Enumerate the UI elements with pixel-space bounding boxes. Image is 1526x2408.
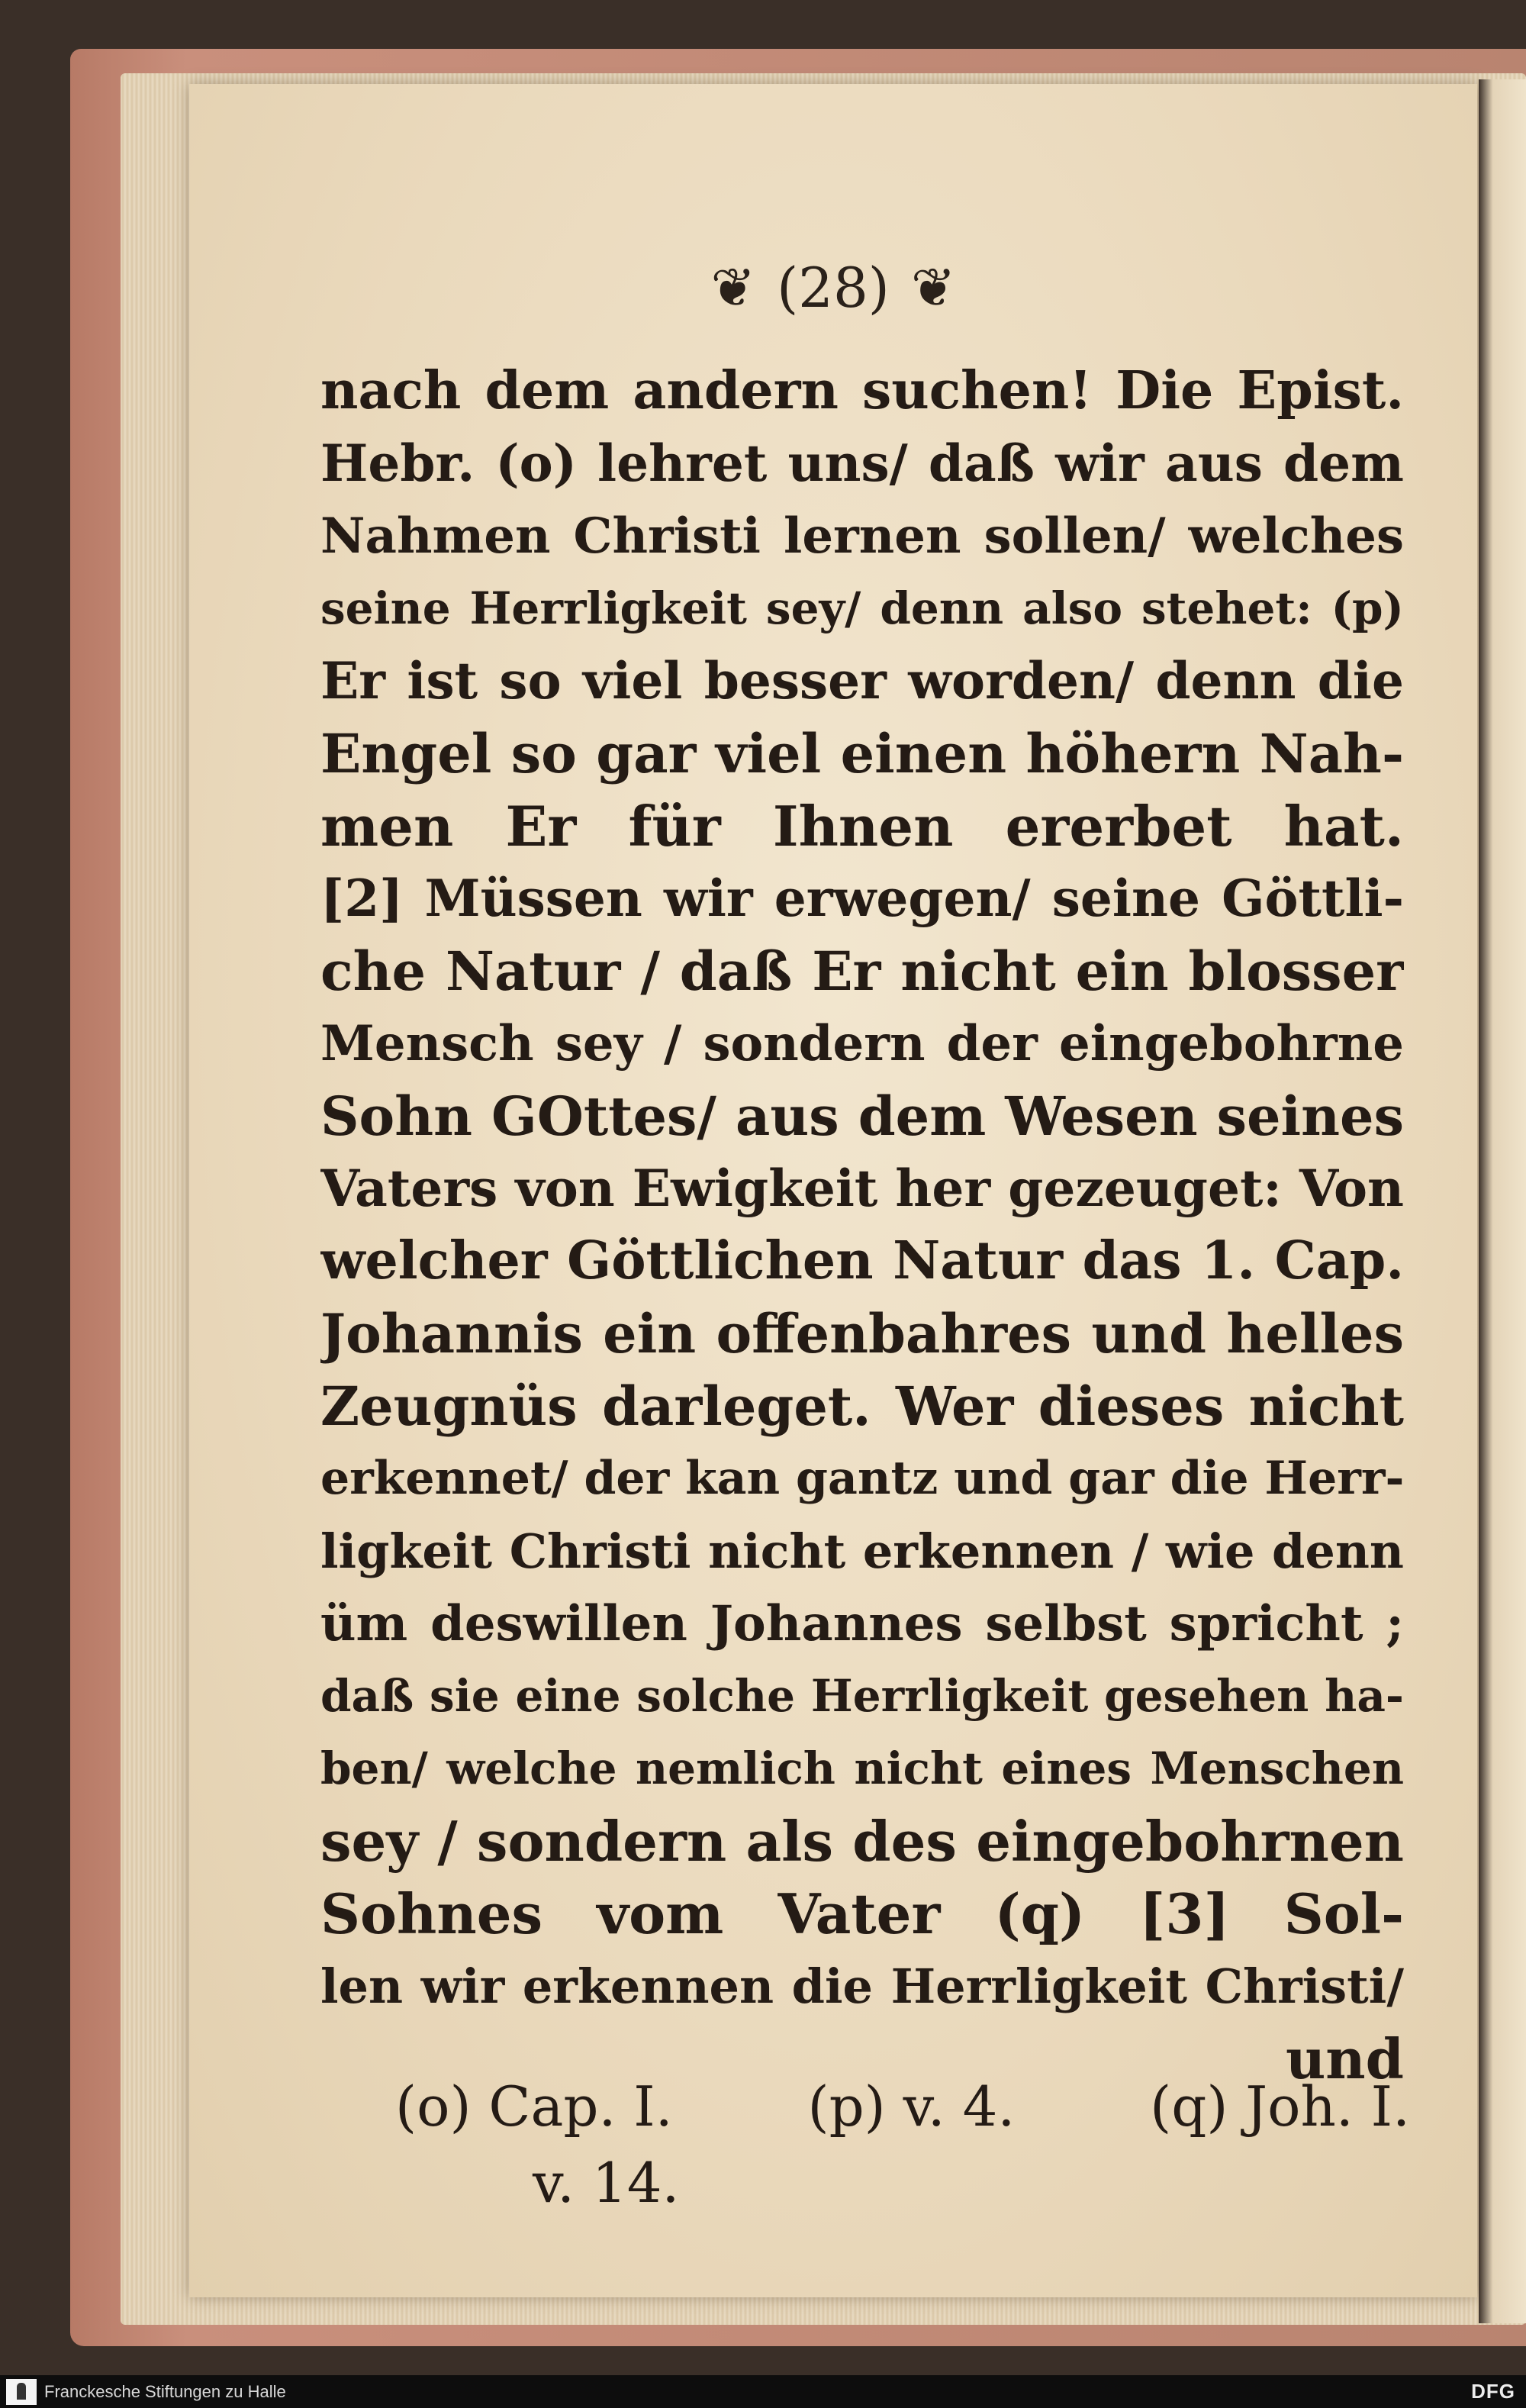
text-line: ligkeit Christi nicht erkennen / wie denn [320,1523,1404,1579]
text-line: Hebr. (o) lehret uns/ daß wir aus dem [320,434,1404,493]
text-line: welcher Göttlichen Natur das 1. Cap. [320,1230,1404,1291]
text-line: ben/ welche nemlich nicht eines Menschen [320,1742,1404,1794]
text-line: Zeugnüs darleget. Wer dieses nicht [320,1375,1404,1438]
text-line: daß sie eine solche Herrligkeit gesehen ha- [320,1670,1404,1722]
institution-logo-icon [6,2379,37,2405]
ornament-right-icon: ❦ [910,256,956,319]
body-text [320,355,1404,2095]
text-line: Engel so gar viel einen höhern Nah- [320,722,1404,785]
text-line: sey / sondern als des eingebohrnen [320,1809,1404,1874]
text-line: Sohnes vom Vater (q) [3] Sol- [320,1881,1404,1946]
text-line: nach dem andern suchen! Die Epist. [320,360,1404,421]
text-line: üm deswillen Johannes selbst spricht ; [320,1595,1404,1652]
text-line: erkennet/ der kan gantz und gar die Herr- [320,1452,1404,1505]
text-line: Vaters von Ewigkeit her gezeuget: Von [320,1159,1404,1218]
text-line: Johannis ein offenbahres und helles [320,1302,1404,1365]
footnote-p: (p) v. 4. [807,2074,1016,2139]
text-line: Sohn GOttes/ aus dem Wesen seines [320,1085,1404,1148]
text-line: len wir erkennen die Herrligkeit Christi/ [320,1958,1404,2014]
footnotes [395,2068,1410,2221]
footnote-row [395,2068,1410,2145]
text-line: che Natur / daß Er nicht ein blosser [320,940,1404,1003]
footnote-q-continued: v. 14. [533,2151,680,2215]
ornament-left-icon: ❦ [710,256,756,319]
footnote-o: (o) Cap. I. [395,2074,673,2139]
page-number: (28) [777,256,890,320]
footnote-q: (q) Joh. I. [1150,2074,1410,2139]
text-line: [2] Müssen wir erwegen/ seine Göttli- [320,869,1404,928]
text-line: seine Herrligkeit sey/ denn also stehet: (p) [320,582,1404,634]
text-line: Nahmen Christi lernen sollen/ welches [320,508,1404,565]
book-page [189,84,1477,2297]
credit-bar [0,2375,1526,2408]
catchword: und [1285,2026,1404,2091]
institution-name: Franckesche Stiftungen zu Halle [44,2381,286,2401]
facing-page-edge [1479,79,1526,2323]
dfg-logo: DFG [1471,2380,1515,2403]
page-header [189,256,1477,320]
institution-credit [0,2379,286,2405]
text-line: Er ist so viel besser worden/ denn die [320,651,1404,711]
text-line: men Er für Ihnen ererbet hat. [320,794,1404,859]
text-line: Mensch sey / sondern der eingebohrne [320,1015,1404,1072]
